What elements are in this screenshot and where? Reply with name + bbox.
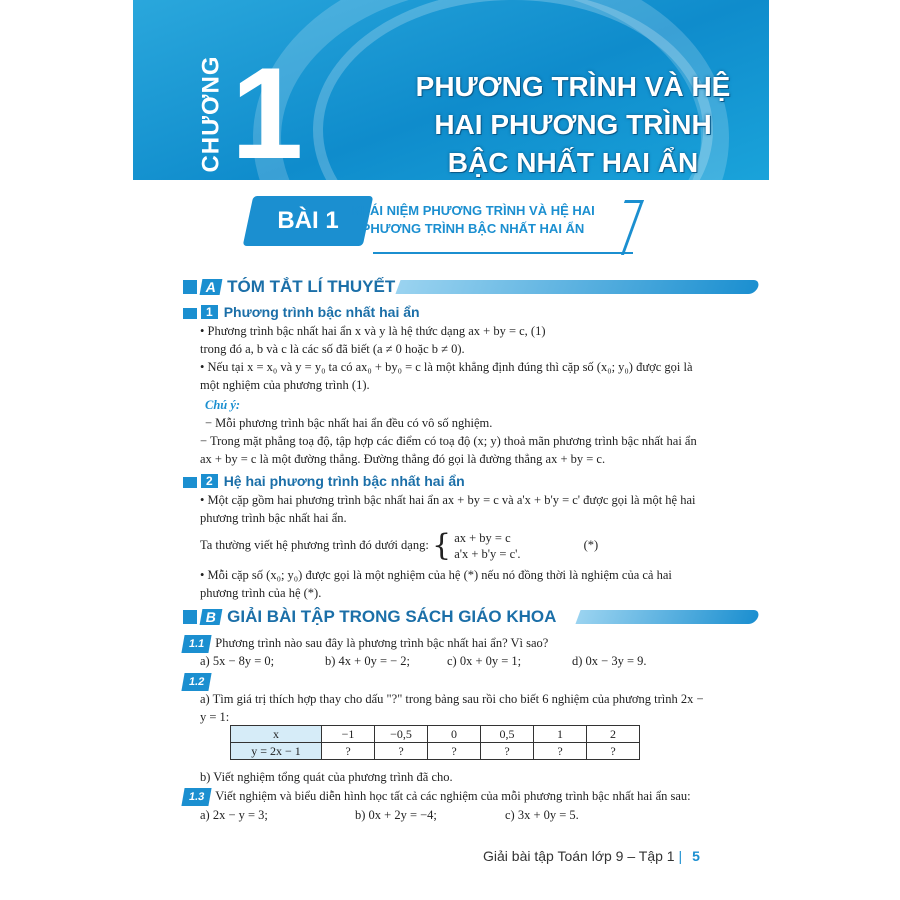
section-a-header: A TÓM TẮT LÍ THUYẾT — [183, 276, 395, 298]
table-row: x −1 −0,5 0 0,5 1 2 — [231, 726, 640, 743]
para-solution: • Nếu tại x = x₀ và y = y₀ ta có ax₀ + by₀ = c là một khẳng định đúng thì cặp số (x₀; y₀) được gọi là một nghiệm của phương trình (1). — [200, 360, 693, 392]
para-condition: trong đó a, b và c là các số đã biết (a ≠ 0 hoặc b ≠ 0). — [200, 342, 465, 356]
exercise-1-3-options: a) 2x − y = 3; b) 0x + 2y = −4; c) 3x + 0y = 5. — [200, 808, 579, 822]
section-bar — [575, 610, 760, 624]
note-1: − Mỗi phương trình bậc nhất hai ẩn đều có vô số nghiệm. — [205, 416, 493, 430]
page-number: 5 — [692, 848, 700, 864]
section-bar — [395, 280, 760, 294]
note-2: − Trong mặt phẳng toạ độ, tập hợp các điểm có toạ độ (x; y) thoả mãn phương trình bậc nhất hai ẩn ax + by = c là một đường thẳng. Đường thẳng đó gọi là đường thẳng ax + by = c. — [200, 434, 697, 466]
chapter-title: PHƯƠNG TRÌNH VÀ HỆ HAI PHƯƠNG TRÌNH BẬC NHẤT HAI ẨN — [415, 71, 731, 178]
para-system-form: Ta thường viết hệ phương trình đó dưới dạng: { ax + by = c a'x + b'y = c'. (*) — [200, 528, 599, 563]
exercise-1-3: 1.3 Viết nghiệm và biểu diễn hình học tất cả các nghiệm của mỗi phương trình bậc nhất hai ẩn sau: — [183, 787, 743, 806]
table-row: y = 2x − 1 ? ? ? ? ? ? — [231, 743, 640, 760]
exercise-1-2-a: a) Tìm giá trị thích hợp thay cho dấu "?" trong bảng sau rồi cho biết 6 nghiệm của phương trình 2x − y = 1: — [200, 692, 704, 724]
page — [133, 0, 769, 900]
lesson-title: KHÁI NIỆM PHƯƠNG TRÌNH VÀ HỆ HAI PHƯƠNG TRÌNH BẬC NHẤT HAI ẨN — [351, 203, 595, 236]
para-system-solution: • Mỗi cặp số (x₀; y₀) được gọi là một nghiệm của hệ (*) nếu nó đồng thời là nghiệm của cả hai phương trình của hệ (*). — [200, 568, 672, 600]
exercise-1-2: 1.2 — [183, 672, 693, 691]
page-footer: Giải bài tập Toán lớp 9 – Tập 1 | 5 — [483, 848, 700, 864]
exercise-1-1-options: a) 5x − 8y = 0; b) 4x + 0y = − 2; c) 0x + 0y = 1; d) 0x − 3y = 9. — [200, 654, 647, 668]
subsection-2-header: 2 Hệ hai phương trình bậc nhất hai ẩn — [183, 472, 465, 490]
lesson-badge: BÀI 1 — [243, 196, 374, 246]
note-label: Chú ý: — [205, 398, 241, 412]
exercise-1-2-b: b) Viết nghiệm tổng quát của phương trình đã cho. — [200, 770, 453, 784]
value-table — [230, 725, 640, 760]
book-icon — [183, 610, 197, 624]
chapter-word: CHƯƠNG — [197, 55, 225, 173]
section-b-header: B GIẢI BÀI TẬP TRONG SÁCH GIÁO KHOA — [183, 606, 556, 628]
book-icon — [183, 280, 197, 294]
subsection-1-header: 1 Phương trình bậc nhất hai ẩn — [183, 303, 420, 321]
para-system-def: • Một cặp gồm hai phương trình bậc nhất hai ẩn ax + by = c và a'x + b'y = c' được gọi là một hệ hai phương trình bậc nhất hai ẩn. — [200, 493, 696, 525]
lesson-underline — [373, 252, 633, 254]
chapter-header — [133, 0, 769, 180]
para-definition: • Phương trình bậc nhất hai ẩn x và y là hệ thức dạng ax + by = c, (1) — [200, 324, 546, 338]
chapter-number: 1 — [231, 40, 304, 180]
exercise-1-1: 1.1 Phương trình nào sau đây là phương trình bậc nhất hai ẩn? Vì sao? — [183, 634, 693, 653]
